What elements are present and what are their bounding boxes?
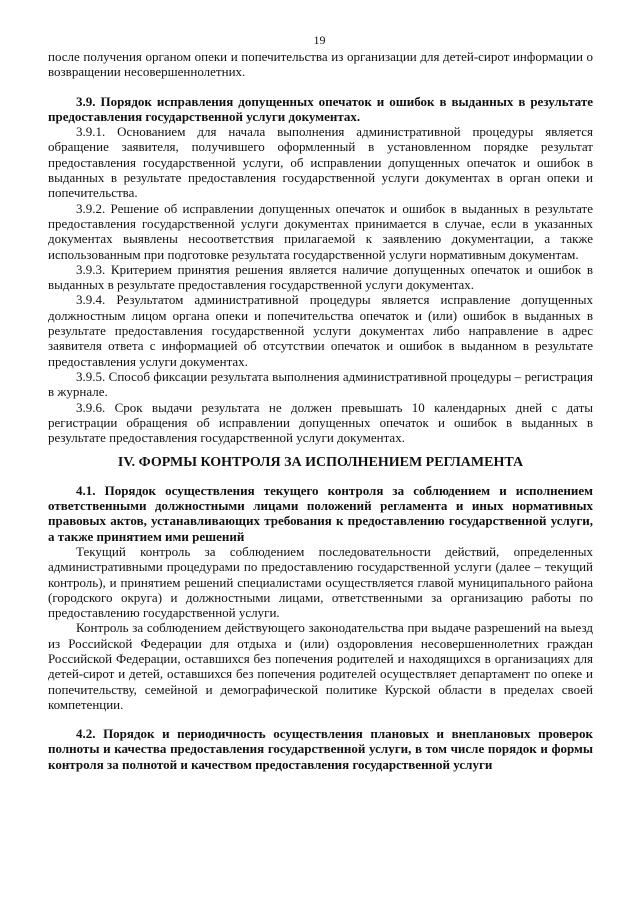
paragraph-3-9-4: 3.9.4. Результатом административной процедуры является исправление допущенных должностным лицом органа опеки и попечительства опечаток и (или) ошибок в выданных в результате предоставления государственной услуги документах либо направление в адрес заявителя ответа с информацией об отсутствии опечаток и ошибок в выданном в результате предоставления услуги документах. [48,292,593,369]
paragraph-4-1-b: Контроль за соблюдением действующего законодательства при выдаче разрешений на выезд из Российской Федерации для отдыха и (или) оздоровления несовершеннолетних граждан Российской Федерации, оставшихся без попечения родителей и находящихся в организациях для детей-сирот и детей, оставшихся без попечения родителей осуществляет департамент по опеке и попечительству, семейной и демографической политике Курской области в пределах своей компетенции. [48,620,593,712]
paragraph-3-9-6: 3.9.6. Срок выдачи результата не должен превышать 10 календарных дней с даты регистрации обращения об исправлении допущенных опечаток и ошибок в выданных в результате предоставления государственной услуги документах. [48,399,593,446]
page-number: 19 [313,33,326,47]
paragraph-continuation: после получения органом опеки и попечительства из организации для детей-сирот информации о возвращении несовершеннолетних. [48,49,593,80]
section-heading-4-2: 4.2. Порядок и периодичность осуществления плановых и внеплановых проверок полноты и качества предоставления государственной услуги, в том числе порядок и формы контроля за полнотой и качеством предоставления государственной услуги [48,726,593,772]
paragraph-3-9-1: 3.9.1. Основанием для начала выполнения административной процедуры является обращение заявителя, получившего оформленный в установленном порядке результат предоставления государственной услуги, об исправлении допущенных опечаток и ошибок в выданных в результате предоставления государственной услуги документах в орган опеки и попечительства. [48,124,593,201]
paragraph-3-9-3: 3.9.3. Критерием принятия решения является наличие допущенных опечаток и ошибок в выданных в результате предоставления государственной услуги документах. [48,261,593,293]
section-heading-3-9: 3.9. Порядок исправления допущенных опечаток и ошибок в выданных в результате предоставления государственной услуги документах. [48,93,593,124]
chapter-title: IV. ФОРМЫ КОНТРОЛЯ ЗА ИСПОЛНЕНИЕМ РЕГЛАМЕНТА [117,455,524,471]
paragraph-4-1-a: Текущий контроль за соблюдением последовательности действий, определенных административными процедурами по предоставлению государственной услуги (далее – текущий контроль), и принятием решений специалистами осуществляется главой муниципального района (городского округа) и должностными лицами, ответственными за организацию работы по предоставлению государственной услуги. [48,543,593,621]
paragraph-3-9-5: 3.9.5. Способ фиксации результата выполнения административной процедуры – регистрация в журнале. [48,368,593,400]
document-body [48,49,593,772]
paragraph-3-9-2: 3.9.2. Решение об исправлении допущенных опечаток и ошибок в выданных в результате предоставления государственной услуги документах принимается в случае, если в указанных документах выявлены несоответствия прилагаемой к заявлению документации, а также использованным при подготовке результата государственной услуги нормативным документам. [48,200,593,262]
section-heading-4-1: 4.1. Порядок осуществления текущего контроля за соблюдением и исполнением ответственными должностными лицами положений регламента и иных нормативных правовых актов, устанавливающих требования к предоставлению государственной услуги, а также принятием ими решений [48,482,593,544]
